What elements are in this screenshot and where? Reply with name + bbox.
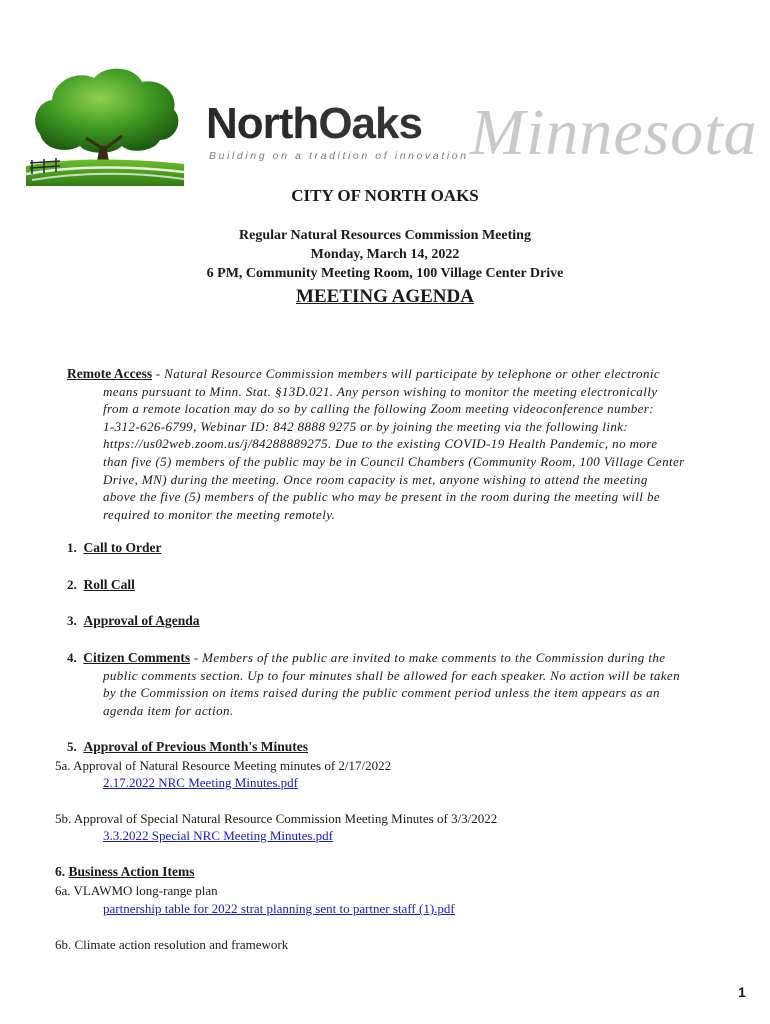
minutes-2-17-2022-link[interactable]: 2.17.2022 NRC Meeting Minutes.pdf: [103, 775, 298, 790]
item-number: 4.: [67, 650, 77, 665]
agenda-item-business-action-items: [55, 864, 195, 880]
remote-access-section: [67, 365, 717, 523]
meeting-name: Regular Natural Resources Commission Meeting: [239, 228, 531, 243]
item-label: Call to Order: [83, 540, 162, 555]
agenda-item-roll-call: [67, 577, 135, 593]
remote-access-text-0: - Natural Resource Commission members will participate by telephone or other electronic: [152, 366, 661, 381]
item-label: Citizen Comments: [83, 650, 191, 665]
agenda-title: MEETING AGENDA: [296, 286, 474, 307]
remote-access-text-1: means pursuant to Minn. Stat. §13D.021. Any person wishing to monitor the meeting electronically: [103, 383, 658, 399]
item-number: 6.: [55, 864, 66, 879]
citizen-comments-line-0: [67, 649, 717, 667]
wordmark-oaks: Oaks: [318, 99, 422, 148]
remote-access-line-0: [67, 365, 717, 383]
agenda-item-approval-of-minutes: [67, 739, 308, 755]
agenda-item-citizen-comments: [67, 649, 717, 719]
wordmark-north: North: [206, 99, 319, 148]
item-label: Business Action Items: [68, 864, 195, 879]
tree-logo-icon: [26, 62, 184, 186]
remote-access-text-8: required to monitor the meeting remotely.: [103, 506, 336, 522]
minnesota-script: Minnesota: [470, 96, 758, 169]
item-label: Approval of Previous Month's Minutes: [83, 739, 309, 754]
logo-tagline: Building on a tradition of innovation: [209, 150, 469, 162]
remote-access-text-4: https://us02web.zoom.us/j/84288889275. Due to the existing COVID-19 Health Pandemic, no more: [103, 436, 658, 452]
sub-item-6b: 6b. Climate action resolution and framework: [55, 937, 289, 952]
item-number: 3.: [67, 613, 77, 628]
remote-access-text-7: above the five (5) members of the public who may be present in the room during the meeting will be: [103, 489, 661, 505]
item-number: 1.: [67, 540, 77, 555]
meeting-location: 6 PM, Community Meeting Room, 100 Village Center Drive: [206, 266, 564, 281]
remote-access-text-6: Drive, MN) during the meeting. Once room capacity is met, anyone wishing to attend the meeting: [103, 471, 648, 487]
sub-item-5b: 5b. Approval of Special Natural Resource Commission Meeting Minutes of 3/3/2022: [55, 811, 498, 826]
item-label: Roll Call: [83, 577, 135, 592]
city-title: CITY OF NORTH OAKS: [291, 186, 479, 205]
north-oaks-wordmark: [206, 99, 422, 148]
meeting-date: Monday, March 14, 2022: [310, 247, 460, 262]
remote-access-text-3: 1-312-626-6799, Webinar ID: 842 8888 9275 or by joining the meeting via the following link:: [103, 418, 629, 434]
citizen-comments-text-3: agenda item for action.: [103, 702, 234, 718]
agenda-item-call-to-order: [67, 540, 161, 556]
citizen-comments-text-2: by the Commission on items raised during the public comment period unless the item appears as an: [103, 685, 660, 701]
page-number: 1: [738, 984, 746, 1000]
sub-item-6a: 6a. VLAWMO long-range plan: [55, 883, 218, 898]
item-number: 5.: [67, 739, 77, 754]
item-label: Approval of Agenda: [83, 613, 200, 628]
agenda-item-approval-of-agenda: [67, 613, 200, 629]
citizen-comments-text-0: - Members of the public are invited to make comments to the Commission during the: [190, 650, 666, 665]
citizen-comments-text-1: public comments section. Up to four minutes shall be allowed for each speaker. No action will be taken: [103, 667, 680, 683]
partnership-table-link[interactable]: partnership table for 2022 strat planning sent to partner staff (1).pdf: [103, 901, 455, 916]
remote-access-text-5: than five (5) members of the public may be in Council Chambers (Community Room, 100 Village Center: [103, 453, 685, 469]
item-number: 2.: [67, 577, 77, 592]
remote-access-heading: Remote Access: [67, 366, 153, 381]
minutes-3-3-2022-link[interactable]: 3.3.2022 Special NRC Meeting Minutes.pdf: [103, 828, 334, 843]
sub-item-5a: 5a. Approval of Natural Resource Meeting minutes of 2/17/2022: [55, 758, 392, 773]
remote-access-text-2: from a remote location may do so by calling the following Zoom meeting videoconference number:: [103, 401, 654, 417]
